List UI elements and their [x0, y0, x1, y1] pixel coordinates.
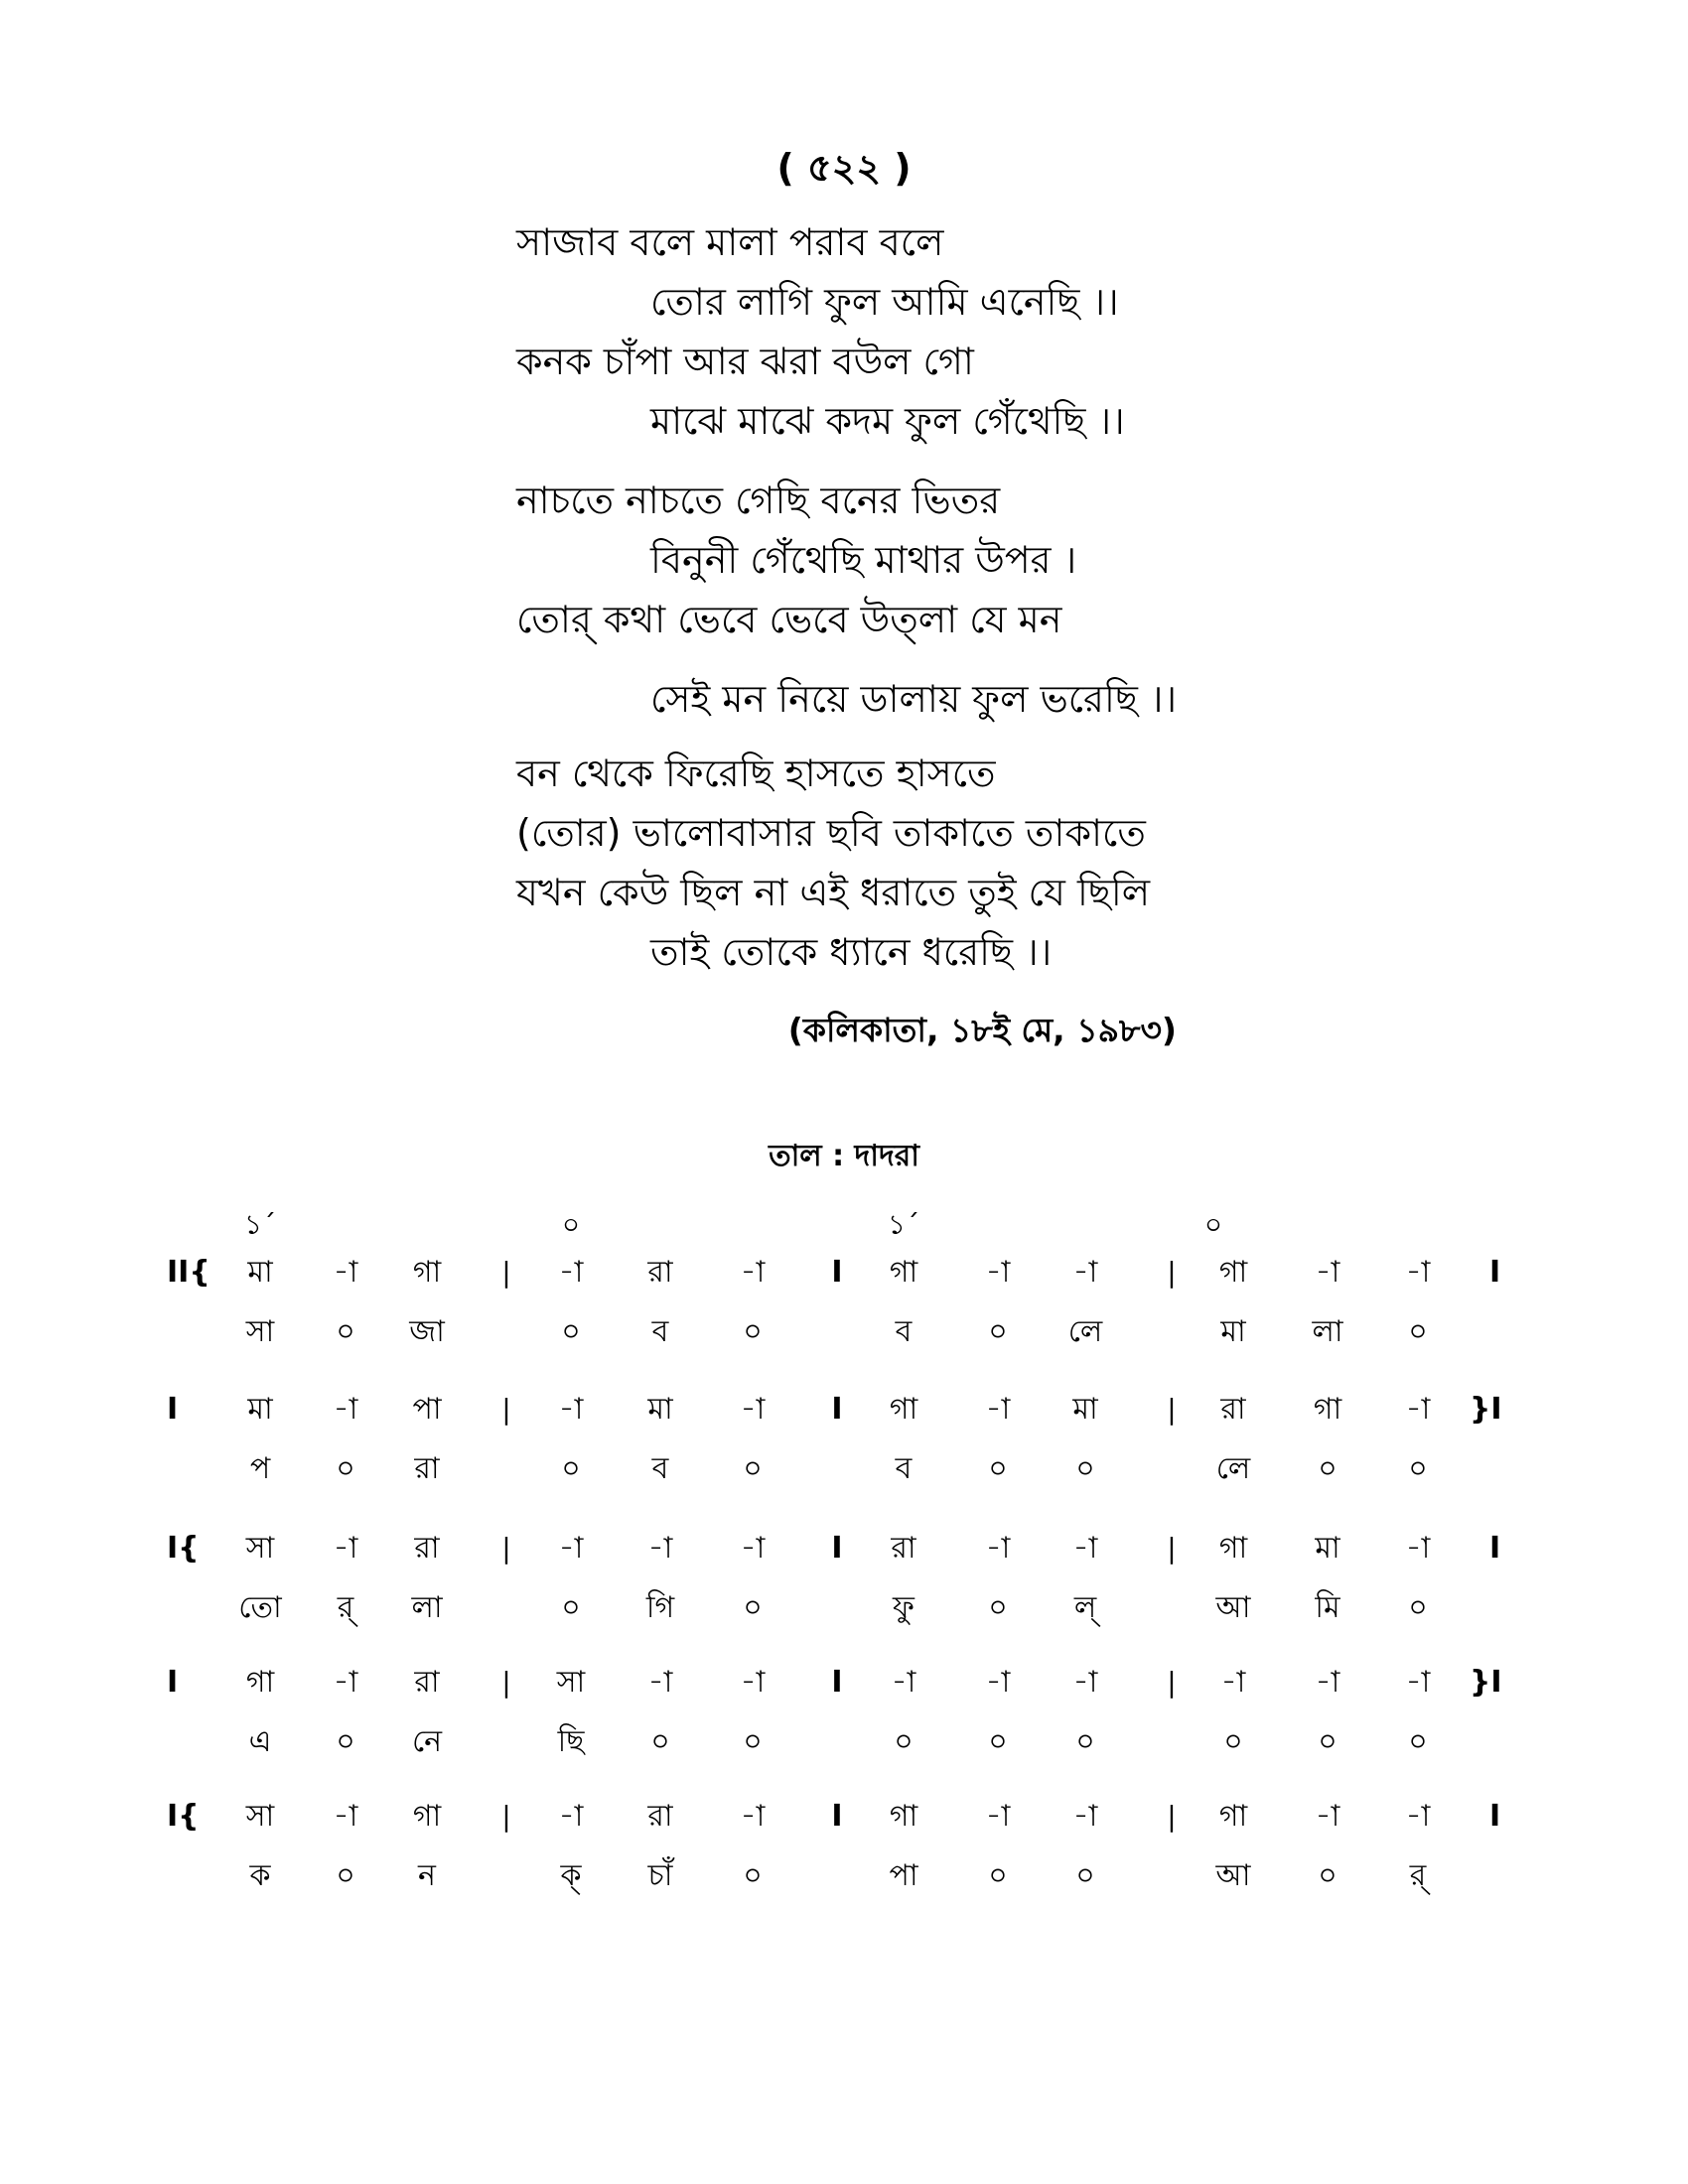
lyric-line: (তোর) ভালোবাসার ছবি তাকাতে তাকাতে — [516, 811, 1146, 855]
bani-syllable: আ — [1215, 1858, 1251, 1893]
swara-note: সা — [556, 1665, 586, 1700]
bani-syllable: ০ — [743, 1451, 763, 1486]
lyric-line: বন থেকে ফিরেছি হাসতে হাসতে — [516, 751, 996, 795]
sub-bar: | — [501, 1800, 511, 1833]
swara-note: -া — [333, 1665, 358, 1700]
bani-syllable: লে — [1215, 1451, 1251, 1486]
bani-syllable: ০ — [1223, 1724, 1243, 1759]
lyric-line: তোর লাগি ফুল আমি এনেছি ।। — [650, 280, 1119, 324]
sub-bar: | — [501, 1532, 511, 1565]
swara-note: -া — [740, 1799, 766, 1834]
swara-note: গা — [889, 1799, 918, 1834]
lyric-line: নাচতে নাচতে গেছি বনের ভিতর — [516, 478, 1001, 522]
swara-note: রা — [891, 1531, 916, 1566]
sub-bar: | — [1167, 1532, 1177, 1565]
dateline: (কলিকাতা, ১৮ই মে, ১৯৮৩) — [787, 1011, 1177, 1049]
swara-note: -া — [558, 1255, 584, 1290]
swara-note: -া — [333, 1531, 358, 1566]
bani-syllable: ০ — [988, 1314, 1008, 1349]
bani-syllable: তো — [238, 1590, 282, 1625]
swara-note: -া — [1405, 1531, 1431, 1566]
swara-note: -া — [1405, 1665, 1431, 1700]
swara-note: -া — [740, 1255, 766, 1290]
bani-syllable: ০ — [336, 1858, 355, 1893]
bani-syllable: ০ — [894, 1724, 914, 1759]
swara-note: গা — [889, 1255, 918, 1290]
swara-note: মা — [1072, 1392, 1098, 1427]
beat-mark: ০ — [561, 1208, 581, 1241]
bani-syllable: ০ — [1408, 1451, 1428, 1486]
swara-note: গা — [245, 1665, 275, 1700]
bani-syllable: ০ — [336, 1724, 355, 1759]
bani-syllable: লা — [1312, 1314, 1343, 1349]
bani-syllable: রা — [414, 1451, 440, 1486]
swara-note: রা — [647, 1799, 673, 1834]
tala-heading: তাল : দাদরা — [769, 1139, 919, 1173]
lyric-line: তোর্ কথা ভেবে ভেবে উত্‌লা যে মন — [516, 598, 1062, 641]
row-start-mark: II{ — [167, 1255, 211, 1290]
swara-note: -া — [985, 1799, 1011, 1834]
bani-syllable: সা — [245, 1314, 275, 1349]
bani-syllable: ০ — [650, 1724, 670, 1759]
bani-syllable: ০ — [743, 1724, 763, 1759]
swara-note: -া — [333, 1255, 358, 1290]
bani-syllable: ছি — [557, 1724, 585, 1759]
bani-syllable: ০ — [336, 1451, 355, 1486]
bani-syllable: ক — [249, 1858, 271, 1893]
main-bar: I — [831, 1665, 843, 1700]
swara-note: -া — [1072, 1799, 1098, 1834]
bani-syllable: ব — [895, 1314, 913, 1349]
sub-bar: | — [501, 1256, 511, 1289]
beat-mark: ১´ — [887, 1208, 920, 1241]
swara-note: মা — [247, 1255, 273, 1290]
row-end-mark: I — [1489, 1799, 1501, 1834]
sub-bar: | — [1167, 1800, 1177, 1833]
swara-note: রা — [414, 1531, 440, 1566]
lyric-line: মাঝে মাঝে কদম ফুল গেঁথেছি ।। — [650, 399, 1125, 443]
bani-syllable: ০ — [561, 1314, 581, 1349]
bani-syllable: ০ — [1318, 1451, 1337, 1486]
swara-note: মা — [1315, 1531, 1340, 1566]
row-end-mark: }I — [1470, 1392, 1502, 1427]
bani-syllable: ০ — [988, 1724, 1008, 1759]
swara-note: -া — [333, 1392, 358, 1427]
bani-syllable: ০ — [1075, 1724, 1095, 1759]
swara-note: -া — [891, 1665, 916, 1700]
swara-note: -া — [1405, 1392, 1431, 1427]
bani-syllable: ০ — [743, 1590, 763, 1625]
row-start-mark: I{ — [167, 1799, 200, 1834]
sub-bar: | — [1167, 1666, 1177, 1699]
bani-syllable: ব — [651, 1314, 669, 1349]
swara-note: -া — [333, 1799, 358, 1834]
bani-syllable: মি — [1315, 1590, 1340, 1625]
swara-note: -া — [740, 1531, 766, 1566]
swara-note: সা — [245, 1531, 275, 1566]
swara-note: -া — [1315, 1665, 1340, 1700]
swara-note: গা — [889, 1392, 918, 1427]
swara-note: -া — [1072, 1531, 1098, 1566]
swara-note: -া — [647, 1531, 673, 1566]
bani-syllable: ক্ — [560, 1858, 582, 1893]
swara-note: -া — [1315, 1255, 1340, 1290]
bani-syllable: জা — [409, 1314, 445, 1349]
bani-syllable: প — [249, 1451, 271, 1486]
row-start-mark: I{ — [167, 1531, 200, 1566]
lyric-line: সাজাব বলে মালা পরাব বলে — [516, 220, 944, 264]
swara-note: গা — [1218, 1531, 1248, 1566]
bani-syllable: ০ — [988, 1451, 1008, 1486]
bani-syllable: লা — [411, 1590, 443, 1625]
row-start-mark: I — [167, 1665, 179, 1700]
swara-note: গা — [412, 1255, 442, 1290]
swara-note: -া — [985, 1531, 1011, 1566]
bani-syllable: ০ — [336, 1314, 355, 1349]
main-bar: I — [831, 1255, 843, 1290]
bani-syllable: আ — [1215, 1590, 1251, 1625]
bani-syllable: ০ — [1408, 1590, 1428, 1625]
sub-bar: | — [1167, 1256, 1177, 1289]
swara-note: -া — [1220, 1665, 1246, 1700]
beat-mark: ০ — [1203, 1208, 1223, 1241]
bani-syllable: র্ — [337, 1590, 354, 1625]
lyric-line: তাই তোকে ধ্যানে ধরেছি ।। — [650, 930, 1053, 974]
swara-note: মা — [647, 1392, 673, 1427]
bani-syllable: ন — [418, 1858, 436, 1893]
swara-note: -া — [558, 1799, 584, 1834]
swara-note: পা — [412, 1392, 442, 1427]
sub-bar: | — [1167, 1393, 1177, 1426]
bani-syllable: র্ — [1409, 1858, 1427, 1893]
bani-syllable: ০ — [743, 1858, 763, 1893]
swara-note: -া — [985, 1665, 1011, 1700]
bani-syllable: ০ — [743, 1314, 763, 1349]
bani-syllable: ০ — [1318, 1858, 1337, 1893]
main-bar: I — [831, 1799, 843, 1834]
main-bar: I — [831, 1531, 843, 1566]
row-end-mark: }I — [1470, 1665, 1502, 1700]
row-end-mark: I — [1489, 1255, 1501, 1290]
lyric-line: সেই মন নিয়ে ডালায় ফুল ভরেছি ।। — [650, 677, 1178, 721]
bani-syllable: মা — [1220, 1314, 1246, 1349]
swara-note: গা — [1313, 1392, 1342, 1427]
bani-syllable: এ — [248, 1724, 272, 1759]
bani-syllable: ০ — [1408, 1724, 1428, 1759]
bani-syllable: ০ — [561, 1590, 581, 1625]
swara-note: -া — [1405, 1255, 1431, 1290]
swara-note: রা — [414, 1665, 440, 1700]
beat-mark: ১´ — [243, 1208, 277, 1241]
swara-note: -া — [1072, 1665, 1098, 1700]
page-number: ( ৫২২ ) — [776, 146, 912, 190]
bani-syllable: ফু — [893, 1590, 914, 1625]
swara-note: -া — [1405, 1799, 1431, 1834]
swara-note: -া — [740, 1392, 766, 1427]
bani-syllable: লে — [1067, 1314, 1103, 1349]
main-bar: I — [831, 1392, 843, 1427]
swara-note: -া — [558, 1531, 584, 1566]
swara-note: রা — [1220, 1392, 1246, 1427]
lyric-line: বিনুনী গেঁথেছি মাথার উপর । — [650, 538, 1077, 582]
swara-note: গা — [412, 1799, 442, 1834]
bani-syllable: ০ — [1075, 1858, 1095, 1893]
swara-note: গা — [1218, 1799, 1248, 1834]
swara-note: -া — [558, 1392, 584, 1427]
bani-syllable: ল্ — [1073, 1590, 1097, 1625]
bani-syllable: ০ — [988, 1858, 1008, 1893]
bani-syllable: নে — [411, 1724, 443, 1759]
swara-note: -া — [740, 1665, 766, 1700]
sub-bar: | — [501, 1666, 511, 1699]
swara-note: -া — [1315, 1799, 1340, 1834]
swara-note: সা — [245, 1799, 275, 1834]
bani-syllable: ০ — [1408, 1314, 1428, 1349]
swara-note: গা — [1218, 1255, 1248, 1290]
bani-syllable: ০ — [561, 1451, 581, 1486]
swara-note: -া — [985, 1255, 1011, 1290]
bani-syllable: পা — [889, 1858, 918, 1893]
sub-bar: | — [501, 1393, 511, 1426]
bani-syllable: ০ — [1075, 1451, 1095, 1486]
bani-syllable: গি — [645, 1590, 675, 1625]
lyric-line: যখন কেউ ছিল না এই ধরাতে তুই যে ছিলি — [516, 871, 1151, 914]
row-start-mark: I — [167, 1392, 179, 1427]
bani-syllable: ০ — [988, 1590, 1008, 1625]
lyric-line: কনক চাঁপা আর ঝরা বউল গো — [516, 340, 974, 383]
bani-syllable: ব — [895, 1451, 913, 1486]
swara-note: -া — [985, 1392, 1011, 1427]
bani-syllable: চাঁ — [647, 1858, 673, 1893]
swara-note: -া — [1072, 1255, 1098, 1290]
swara-note: মা — [247, 1392, 273, 1427]
swara-note: রা — [647, 1255, 673, 1290]
bani-syllable: ০ — [1318, 1724, 1337, 1759]
bani-syllable: ব — [651, 1451, 669, 1486]
swara-note: -া — [647, 1665, 673, 1700]
row-end-mark: I — [1489, 1531, 1501, 1566]
